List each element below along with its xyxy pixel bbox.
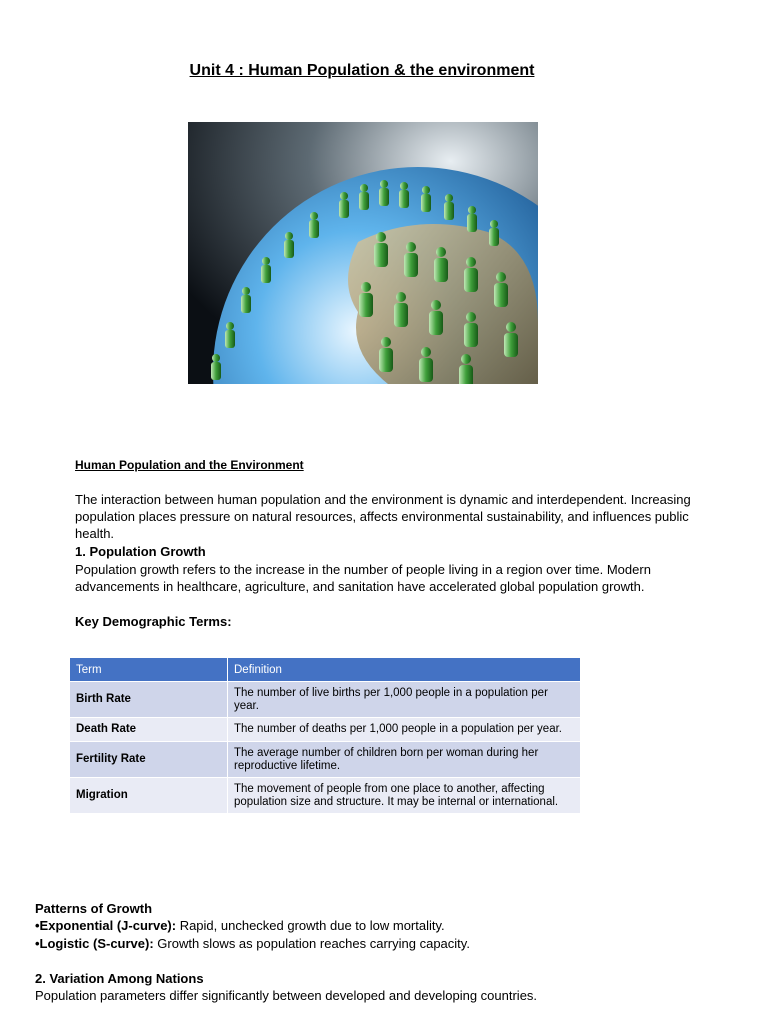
table-row — [70, 742, 581, 778]
pattern-label: •Logistic (S-curve): — [35, 936, 154, 951]
variation-heading: 2. Variation Among Nations — [35, 971, 204, 986]
term-cell: Birth Rate — [70, 682, 228, 718]
column-header-term: Term — [70, 658, 228, 682]
pattern-label: •Exponential (J-curve): — [35, 918, 177, 933]
population-growth-paragraph: Population growth refers to the increase in the number of people living in a region over time. Modern advancements in healthcare, agriculture, and sanitation have accelerated global population growth. — [75, 562, 651, 594]
page-title: Unit 4 : Human Population & the environment — [189, 62, 535, 79]
pattern-text: Growth slows as population reaches carrying capacity. — [153, 936, 470, 951]
term-cell: Fertility Rate — [70, 742, 228, 778]
definition-cell: The movement of people from one place to another, affecting population size and structure. It may be internal or international. — [228, 778, 581, 814]
definition-cell: The average number of children born per woman during her reproductive lifetime. — [228, 742, 581, 778]
pattern-item-logistic — [35, 936, 470, 951]
term-cell: Migration — [70, 778, 228, 814]
term-cell: Death Rate — [70, 718, 228, 742]
globe-population-image — [188, 122, 538, 384]
table-row — [70, 718, 581, 742]
table-row — [70, 778, 581, 814]
population-growth-heading: 1. Population Growth — [75, 544, 206, 559]
pattern-item-exponential — [35, 918, 445, 933]
pattern-text: Rapid, unchecked growth due to low mortality. — [176, 918, 445, 933]
section-heading: Human Population and the Environment — [75, 458, 304, 472]
table-header-row — [70, 658, 581, 682]
definition-cell: The number of deaths per 1,000 people in a population per year. — [228, 718, 581, 742]
table-row — [70, 682, 581, 718]
definition-cell: The number of live births per 1,000 people in a population per year. — [228, 682, 581, 718]
key-terms-heading: Key Demographic Terms: — [75, 614, 232, 629]
patterns-heading: Patterns of Growth — [35, 901, 153, 916]
intro-paragraph: The interaction between human population and the environment is dynamic and interdependent. Increasing population places pressure on natural resources, affects environmental sustainability, and influences public health. — [75, 492, 691, 541]
globe-population-icon — [188, 122, 538, 384]
variation-paragraph: Population parameters differ significantly between developed and developing countries. — [35, 988, 538, 1003]
key-terms-table — [69, 657, 581, 814]
column-header-definition: Definition — [228, 658, 581, 682]
